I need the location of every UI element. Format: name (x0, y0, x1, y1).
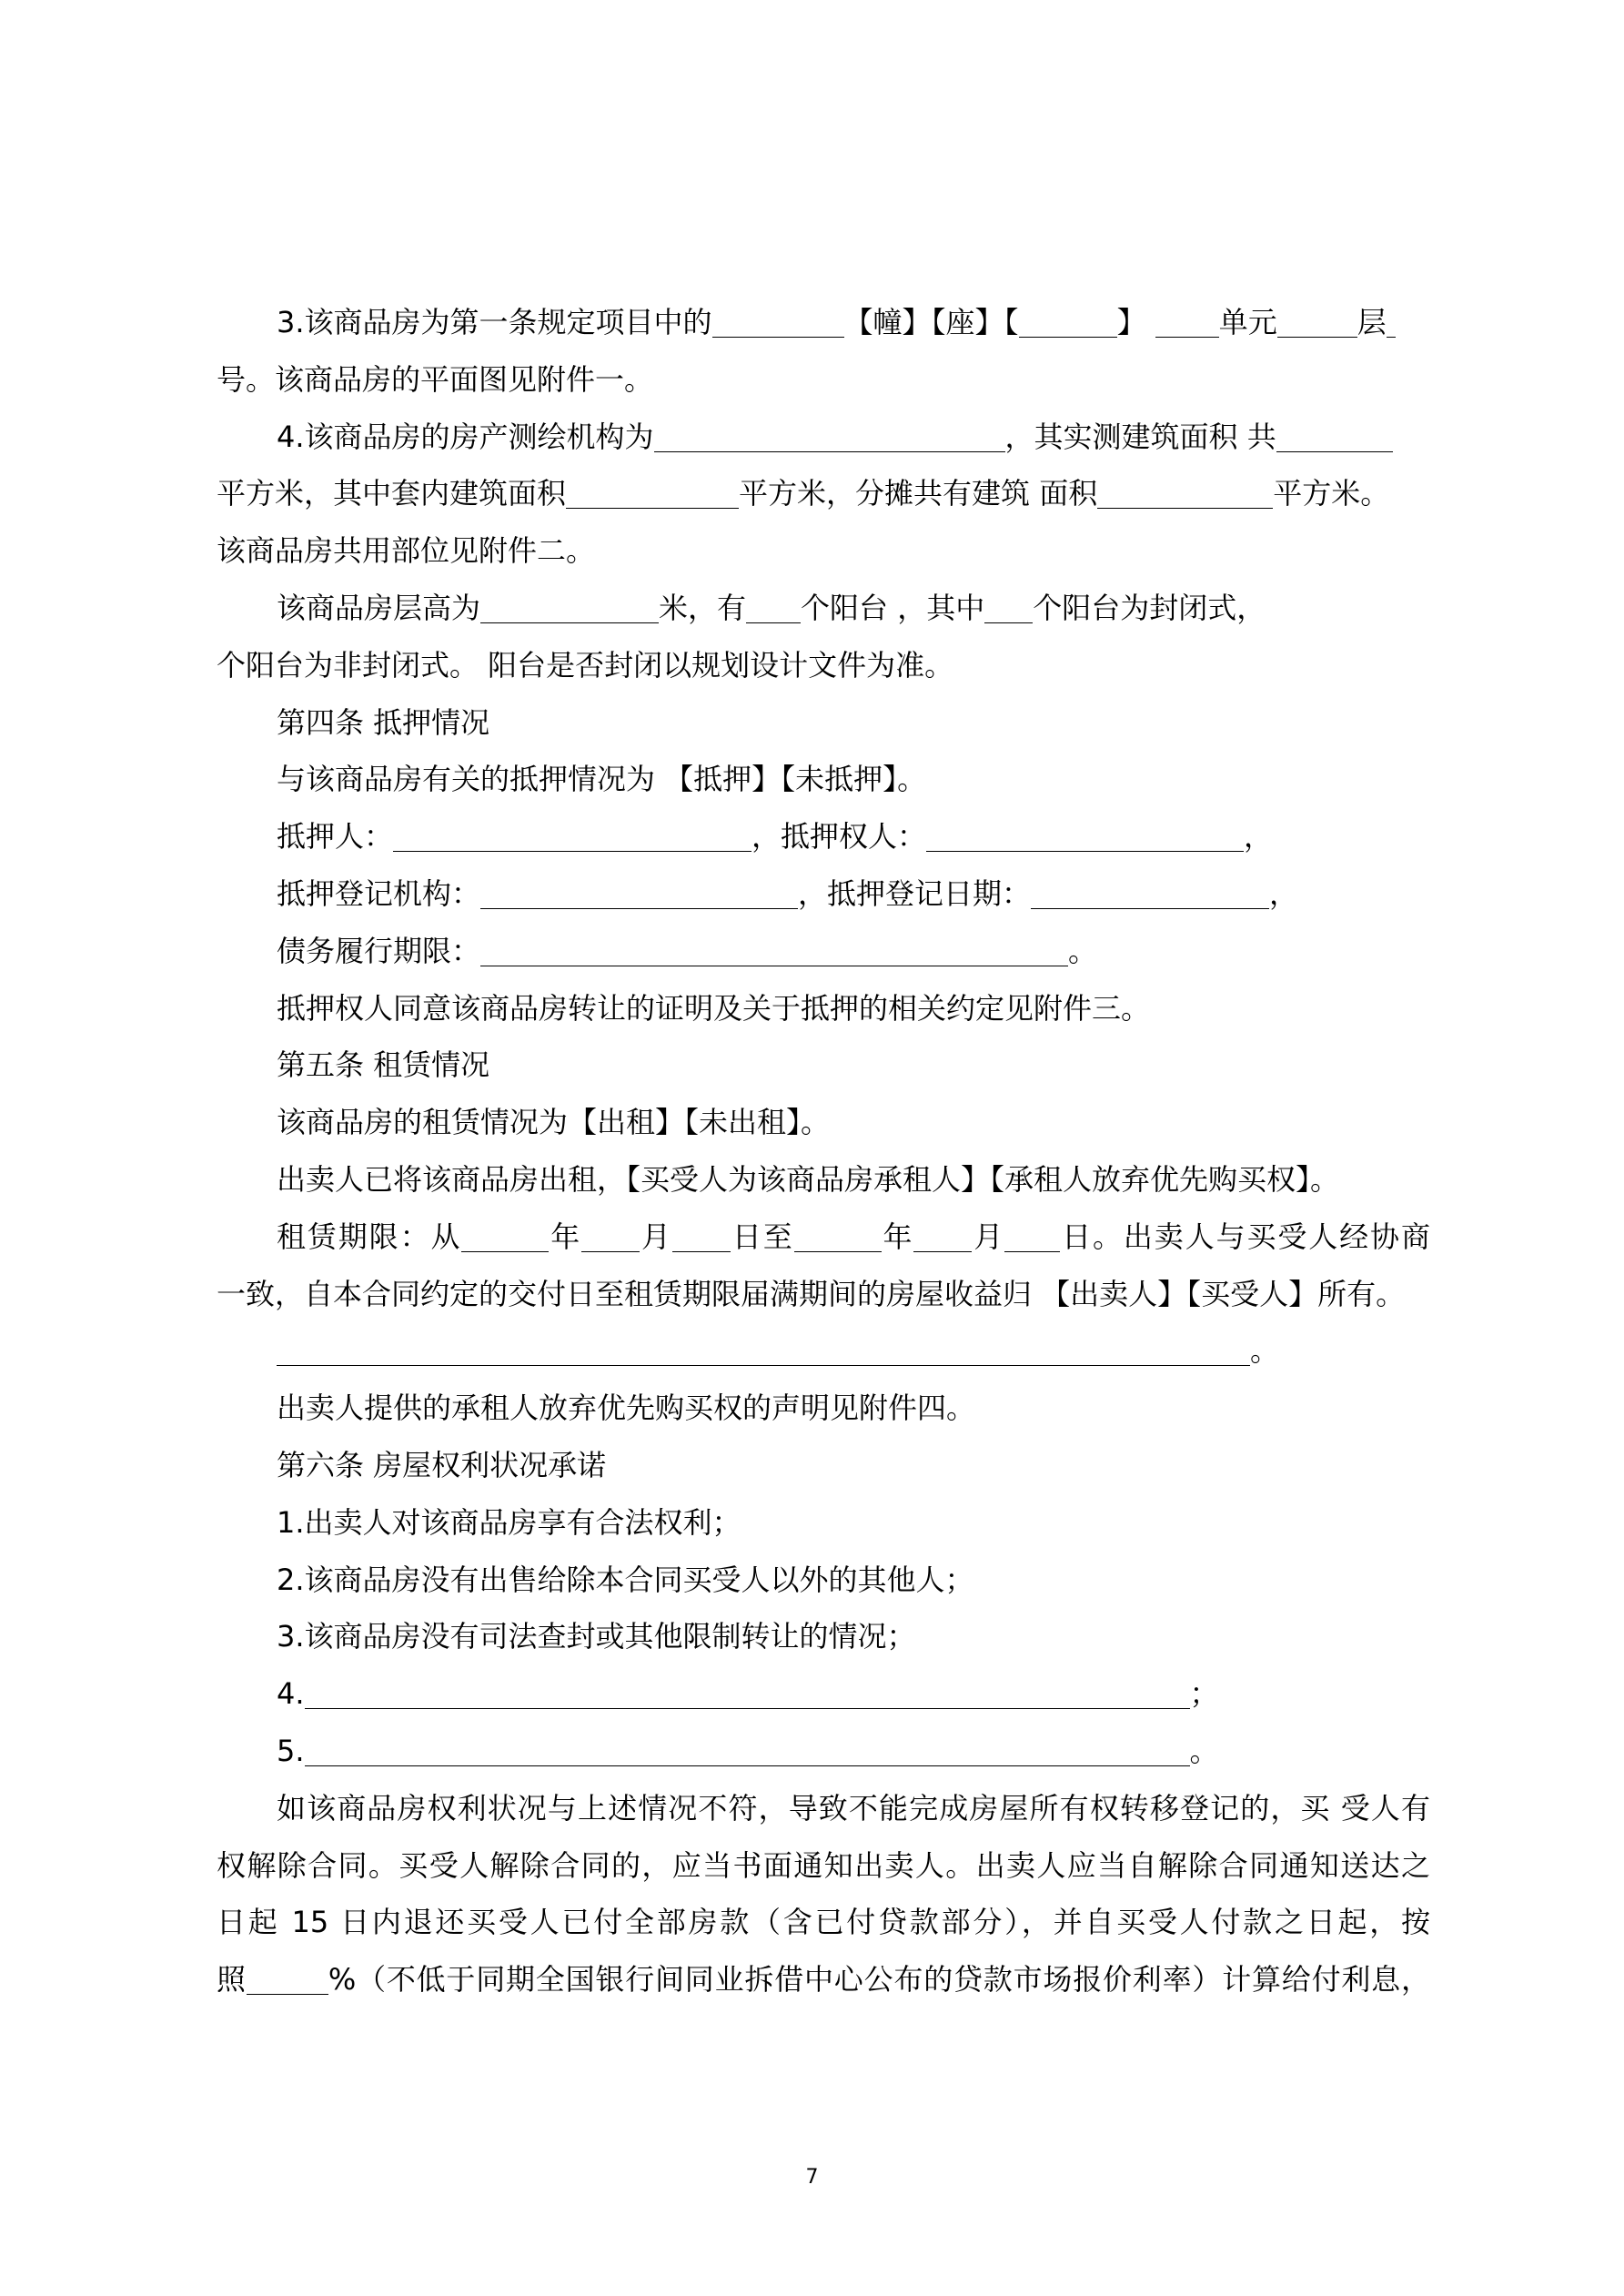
text: 个阳台为封闭式， (1033, 590, 1266, 625)
end-day-blank[interactable] (1004, 1215, 1060, 1252)
text: 抵押人： (277, 819, 394, 855)
text: 日。出卖人与买受人经协商 (1060, 1219, 1430, 1254)
text: 平方米。 (1273, 476, 1390, 511)
article-4-title: 第四条 抵押情况 (277, 704, 490, 740)
unit-blank[interactable] (1019, 300, 1117, 338)
debt-term-line (217, 923, 1430, 980)
height-blank[interactable] (480, 586, 659, 623)
registration-agency-blank[interactable] (480, 872, 798, 909)
promise-item: 2.该商品房没有出售给除本合同买受人以外的其他人； (277, 1562, 974, 1597)
item-5-blank[interactable] (305, 1729, 1190, 1766)
lease-status: 该商品房的租赁情况为【出租】【未出租】。 (277, 1105, 831, 1140)
debt-term-blank[interactable] (480, 929, 1068, 966)
clause-4-line (217, 409, 1430, 466)
text: ，抵押权人： (751, 819, 927, 855)
text: 月 (972, 1219, 1005, 1254)
clause-3-line-2: 号。该商品房的平面图见附件一。 (217, 361, 654, 397)
promise-item-5 (217, 1723, 1430, 1780)
promise-item: 1.出卖人对该商品房享有合法权利； (277, 1504, 741, 1540)
text: 日至 (730, 1219, 794, 1254)
text: 该商品房层高为 (277, 590, 481, 625)
article-5-title: 第五条 租赁情况 (277, 1047, 490, 1083)
promise-item-4 (217, 1665, 1430, 1723)
text: 年 (881, 1219, 914, 1254)
start-month-blank[interactable] (581, 1215, 640, 1252)
clause-4-line-3: 该商品房共用部位见附件二。 (217, 533, 596, 569)
building-blank[interactable] (712, 300, 844, 338)
text: 平方米，分摊共有建筑 面积 (739, 476, 1098, 511)
text: 。 (1068, 933, 1098, 968)
paragraph-line: 权解除合同。买受人解除合同的，应当书面通知出卖人。出卖人应当自解除合同通知送达之 (217, 1847, 1430, 1883)
lease-other-blank[interactable] (277, 1329, 1250, 1366)
text: 4.该商品房的房产测绘机构为 (277, 419, 654, 454)
inner-area-blank[interactable] (566, 471, 739, 509)
text: 月 (640, 1219, 672, 1254)
text: 单元 (1218, 305, 1277, 339)
total-area-blank[interactable] (1276, 415, 1393, 452)
lease-blank-line (217, 1322, 1430, 1380)
lease-term-line-2: 一致，自本合同约定的交付日至租赁期限届满期间的房屋收益归 【出卖人】【买受人】所有。 (217, 1276, 1406, 1311)
text: ，其实测建筑面积 共 (1004, 419, 1276, 454)
text: 3.该商品房为第一条规定项目中的 (277, 305, 712, 339)
text: ； (1189, 1676, 1219, 1712)
text: ， (1244, 819, 1274, 855)
balcony-line (217, 580, 1430, 637)
lease-term-line (217, 1209, 1430, 1266)
mortgagor-line (217, 808, 1430, 865)
closed-balcony-blank[interactable] (984, 586, 1033, 623)
text: 个阳台 ，其中 (801, 590, 985, 625)
mortgage-status: 与该商品房有关的抵押情况为 【抵押】【未抵押】。 (277, 762, 927, 797)
text: 5. (277, 1733, 305, 1768)
end-year-blank[interactable] (794, 1215, 882, 1252)
text: 层 (1357, 305, 1387, 339)
unit-number-blank[interactable] (1155, 300, 1219, 338)
text: ， (1269, 875, 1299, 911)
paragraph-line: 如该商品房权利状况与上述情况不符，导致不能完成房屋所有权转移登记的，买 受人有 (277, 1790, 1430, 1826)
text: 租赁期限：从 (277, 1219, 462, 1254)
promise-item: 3.该商品房没有司法查封或其他限制转让的情况； (277, 1619, 916, 1654)
registration-line (217, 865, 1430, 923)
survey-agency-blank[interactable] (654, 415, 1005, 452)
start-year-blank[interactable] (461, 1215, 549, 1252)
clause-4-line-2 (217, 465, 1430, 522)
text: 年 (549, 1219, 582, 1254)
start-day-blank[interactable] (672, 1215, 731, 1252)
paragraph-line: 日起 15 日内退还买受人已付全部房款（含已付贷款部分），并自买受人付款之日起，按 (217, 1905, 1430, 1940)
page-number: 7 (805, 2166, 819, 2189)
text: ，抵押登记日期： (798, 875, 1032, 911)
balcony-line-2: 个阳台为非封闭式。 阳台是否封闭以规划设计文件为准。 (217, 647, 954, 683)
article-6-title: 第六条 房屋权利状况承诺 (277, 1447, 607, 1482)
contract-page-body (217, 294, 1430, 2008)
text: 。 (1189, 1733, 1219, 1768)
text: 平方米，其中套内建筑面积 (217, 476, 567, 511)
text: %（不低于同期全国银行间同业拆借中心公布的贷款市场报价利率）计算给付利息， (328, 1962, 1430, 1998)
lease-note: 出卖人提供的承租人放弃优先购买权的声明见附件四。 (277, 1391, 976, 1426)
paragraph-line (217, 1951, 1430, 2008)
interest-rate-blank[interactable] (247, 1957, 328, 1995)
text: 】 (1116, 305, 1146, 339)
text: 照 (217, 1962, 247, 1998)
text: 债务履行期限： (277, 933, 481, 968)
text: 【幢】【座】【 (843, 305, 1019, 339)
text: 4. (277, 1676, 305, 1712)
mortgagee-blank[interactable] (926, 814, 1244, 852)
clause-3-line (217, 294, 1430, 351)
registration-date-blank[interactable] (1031, 872, 1269, 909)
shared-area-blank[interactable] (1097, 471, 1273, 509)
floor-blank[interactable] (1277, 300, 1357, 338)
item-4-blank[interactable] (305, 1672, 1190, 1709)
lease-detail: 出卖人已将该商品房出租，【买受人为该商品房承租人】【承租人放弃优先购买权】。 (277, 1161, 1340, 1197)
room-blank[interactable] (1387, 300, 1396, 338)
text: 米，有 (659, 590, 747, 625)
mortgage-note: 抵押权人同意该商品房转让的证明及关于抵押的相关约定见附件三。 (277, 990, 1151, 1026)
mortgagor-blank[interactable] (393, 814, 751, 852)
balcony-count-blank[interactable] (746, 586, 801, 623)
end-month-blank[interactable] (913, 1215, 972, 1252)
text: 。 (1250, 1333, 1280, 1369)
text: 抵押登记机构： (277, 875, 481, 911)
